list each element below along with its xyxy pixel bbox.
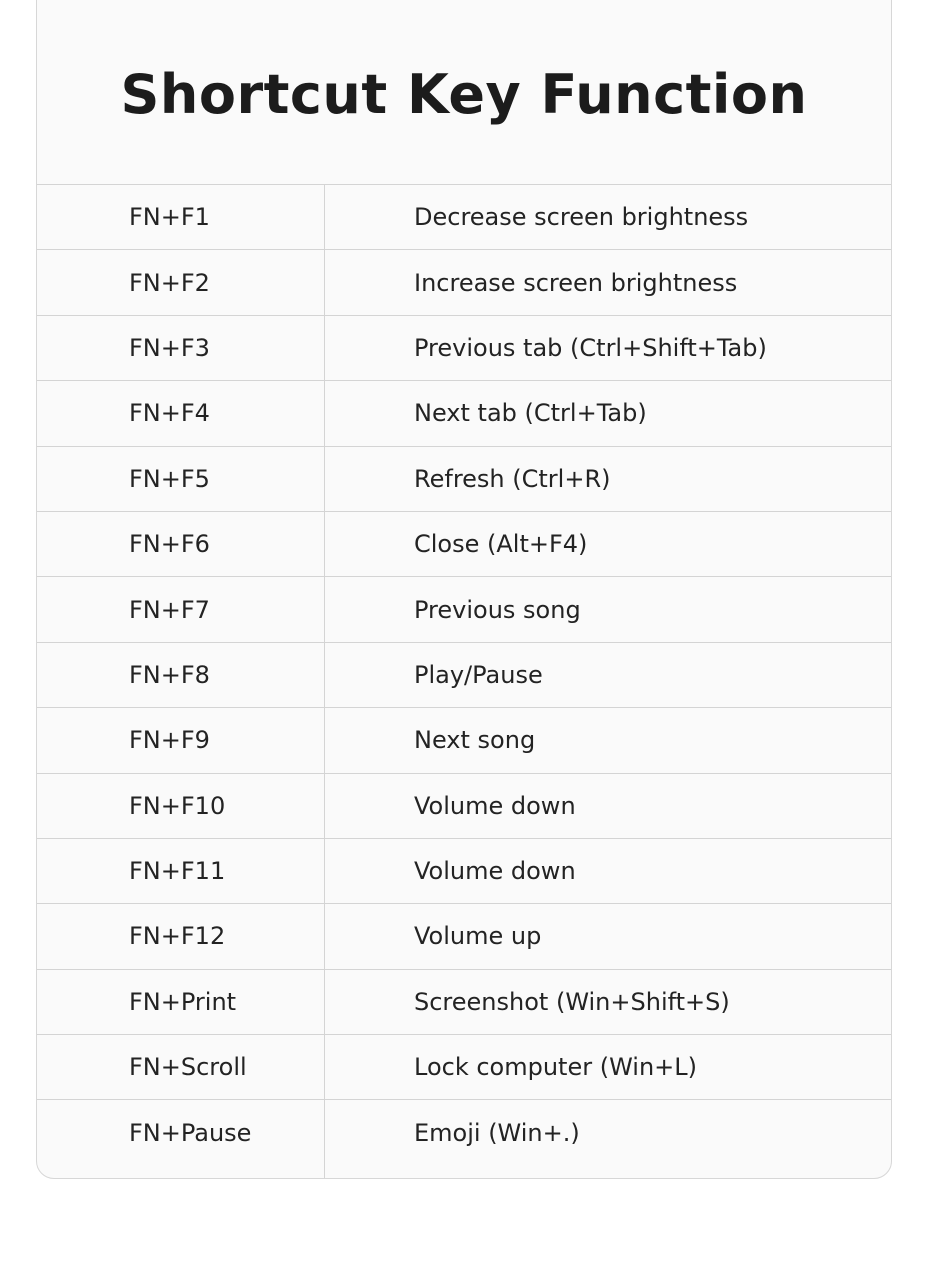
shortcut-table xyxy=(37,185,891,1166)
shortcut-function: Previous song xyxy=(414,595,581,624)
shortcut-key: FN+F6 xyxy=(129,530,210,559)
table-row xyxy=(37,577,891,642)
shortcut-key: FN+Print xyxy=(129,987,237,1016)
table-row xyxy=(37,381,891,446)
table-row xyxy=(37,1035,891,1100)
table-row xyxy=(37,904,891,969)
title-area xyxy=(37,0,891,185)
table-row xyxy=(37,250,891,315)
shortcut-function: Volume up xyxy=(414,922,542,951)
table-row xyxy=(37,185,891,250)
shortcut-key: FN+F5 xyxy=(129,464,210,493)
table-row xyxy=(37,512,891,577)
table-row xyxy=(37,316,891,381)
shortcut-function: Lock computer (Win+L) xyxy=(414,1053,698,1082)
shortcut-key: FN+Scroll xyxy=(129,1053,247,1082)
shortcut-function: Next song xyxy=(414,726,536,755)
table-row xyxy=(37,839,891,904)
shortcut-key: FN+F12 xyxy=(129,922,226,951)
shortcut-key: FN+F4 xyxy=(129,399,210,428)
shortcut-function: Refresh (Ctrl+R) xyxy=(414,464,611,493)
table-row xyxy=(37,708,891,773)
shortcut-key: FN+F1 xyxy=(129,203,210,232)
shortcut-function: Volume down xyxy=(414,791,576,820)
shortcut-key: FN+F7 xyxy=(129,595,210,624)
table-row xyxy=(37,447,891,512)
shortcut-function: Emoji (Win+.) xyxy=(414,1119,580,1148)
shortcut-key: FN+F9 xyxy=(129,726,210,755)
shortcut-function: Previous tab (Ctrl+Shift+Tab) xyxy=(414,333,767,362)
shortcut-key: FN+F2 xyxy=(129,268,210,297)
shortcut-card xyxy=(36,0,892,1179)
table-row xyxy=(37,1100,891,1165)
shortcut-key: FN+F10 xyxy=(129,791,226,820)
table-row xyxy=(37,774,891,839)
shortcut-key: FN+F11 xyxy=(129,857,226,886)
shortcut-function: Play/Pause xyxy=(414,660,543,689)
table-row xyxy=(37,970,891,1035)
shortcut-key: FN+F3 xyxy=(129,333,210,362)
table-row xyxy=(37,643,891,708)
shortcut-function: Volume down xyxy=(414,857,576,886)
shortcut-function: Next tab (Ctrl+Tab) xyxy=(414,399,647,428)
shortcut-function: Close (Alt+F4) xyxy=(414,530,588,559)
page-title: Shortcut Key Function xyxy=(120,63,808,126)
shortcut-key: FN+Pause xyxy=(129,1119,252,1148)
shortcut-function: Screenshot (Win+Shift+S) xyxy=(414,987,730,1016)
shortcut-function: Decrease screen brightness xyxy=(414,203,749,232)
shortcut-key: FN+F8 xyxy=(129,660,210,689)
shortcut-function: Increase screen brightness xyxy=(414,268,738,297)
